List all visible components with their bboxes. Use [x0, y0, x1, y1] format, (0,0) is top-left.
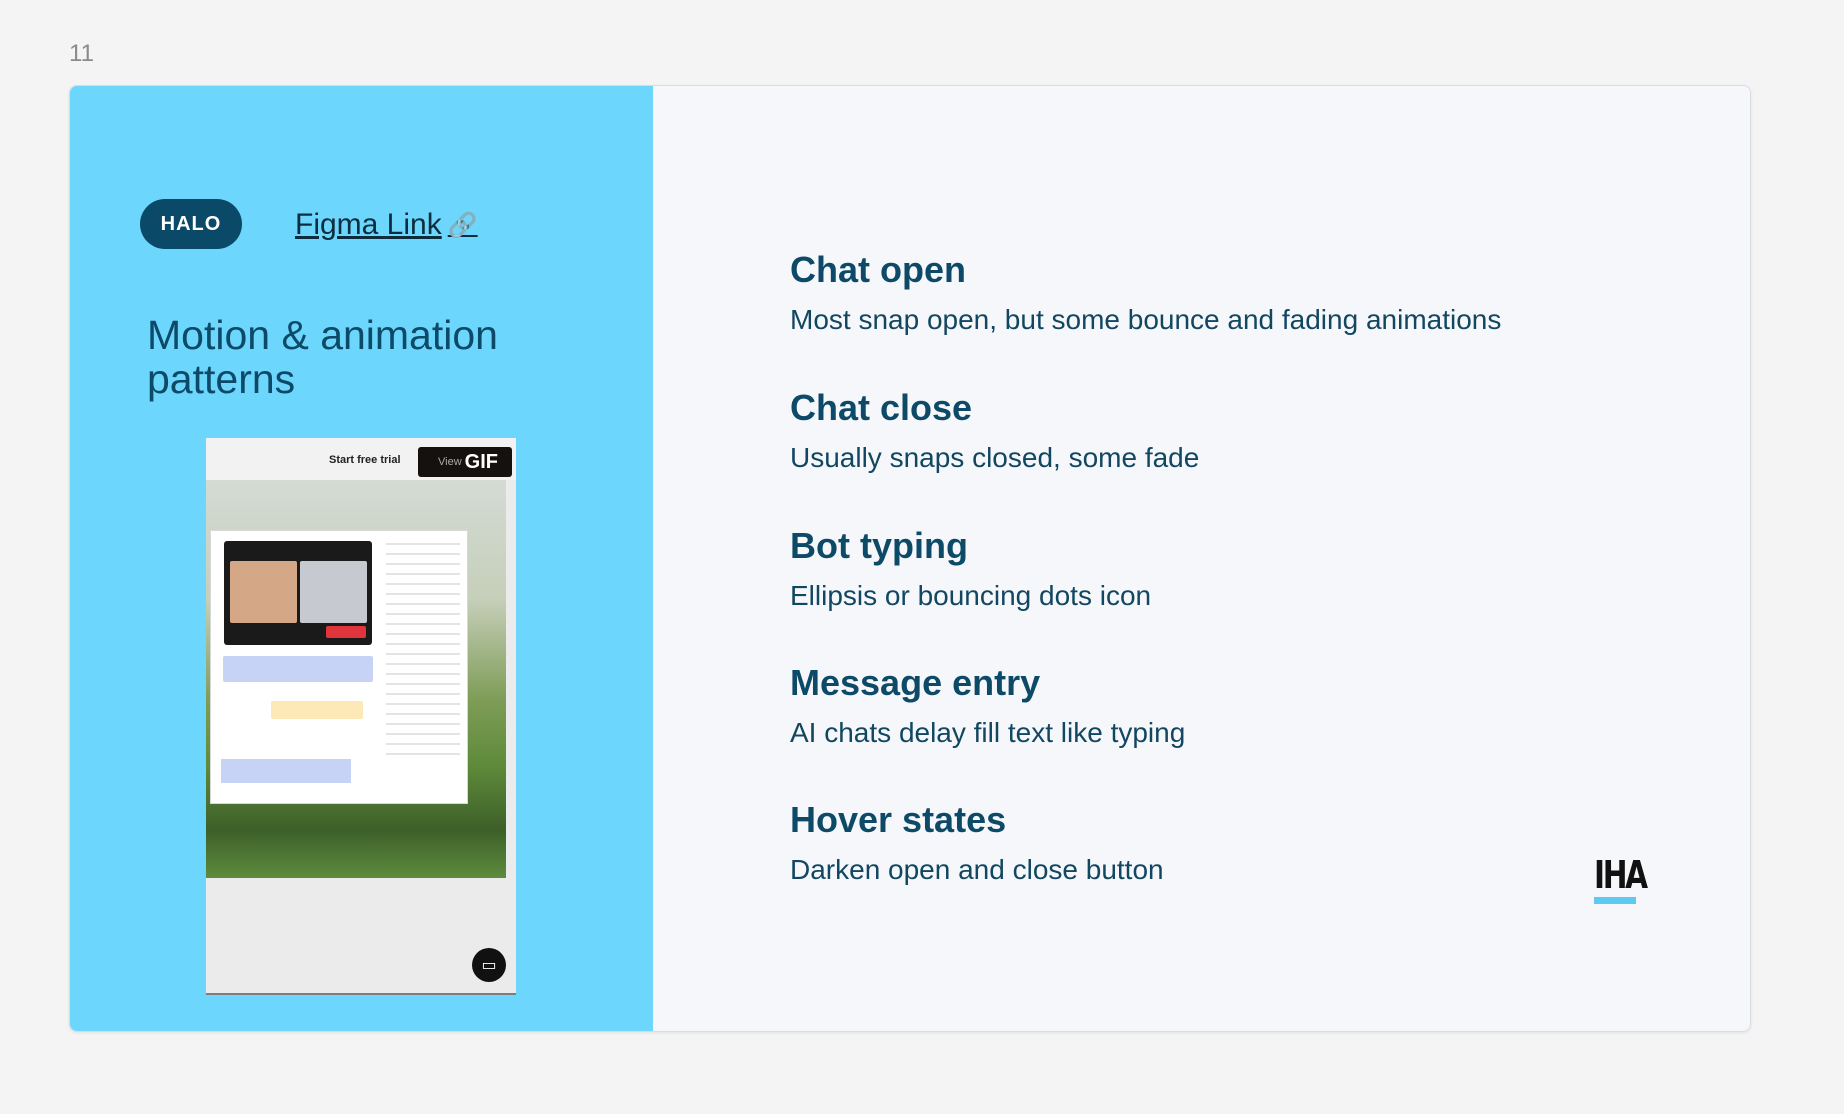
logo-text: IHA	[1594, 853, 1646, 897]
pattern-item	[790, 250, 1501, 336]
pattern-item	[790, 388, 1199, 474]
right-panel	[653, 86, 1750, 1031]
landscape-background	[206, 480, 506, 878]
chat-window-preview	[210, 530, 468, 804]
pattern-item	[790, 800, 1164, 886]
selected-text	[221, 759, 351, 783]
video-tile	[300, 561, 367, 623]
logo-bar	[1594, 897, 1636, 904]
end-call-button	[326, 626, 366, 638]
figma-link[interactable]	[295, 208, 478, 242]
chat-bubble	[223, 656, 373, 682]
link-icon: 🔗	[447, 211, 478, 239]
pattern-title: Hover states	[790, 799, 1007, 840]
pattern-title: Bot typing	[790, 525, 968, 566]
notice-banner	[271, 701, 363, 719]
gif-label: GIF	[464, 450, 498, 473]
pattern-item	[790, 526, 1151, 612]
pattern-description: Most snap open, but some bounce and fading animations	[790, 304, 1502, 335]
figma-link-label[interactable]: Figma Link	[295, 208, 442, 241]
iha-logo	[1594, 853, 1646, 906]
details-sidebar	[386, 543, 460, 763]
video-tile	[230, 561, 297, 623]
pattern-description: Darken open and close button	[790, 854, 1164, 885]
chat-launcher-icon: ▭	[472, 948, 506, 982]
gif-thumbnail[interactable]	[206, 438, 516, 995]
pattern-title: Chat close	[790, 387, 973, 428]
pattern-description: AI chats delay fill text like typing	[790, 717, 1186, 748]
pattern-description: Ellipsis or bouncing dots icon	[790, 580, 1152, 611]
view-label: View	[438, 456, 462, 468]
video-call-preview	[224, 541, 372, 645]
gif-overlay[interactable]	[418, 447, 512, 477]
pattern-title: Chat open	[790, 249, 966, 290]
start-free-trial-button: Start free trial	[329, 454, 401, 466]
section-title: Motion & animation patterns	[147, 312, 498, 402]
left-panel	[70, 86, 653, 1031]
page-number: 11	[69, 40, 94, 67]
pattern-item	[790, 663, 1185, 749]
pattern-description: Usually snaps closed, some fade	[790, 442, 1200, 473]
halo-badge: HALO	[140, 199, 242, 249]
pattern-title: Message entry	[790, 662, 1041, 703]
slide	[69, 85, 1751, 1032]
